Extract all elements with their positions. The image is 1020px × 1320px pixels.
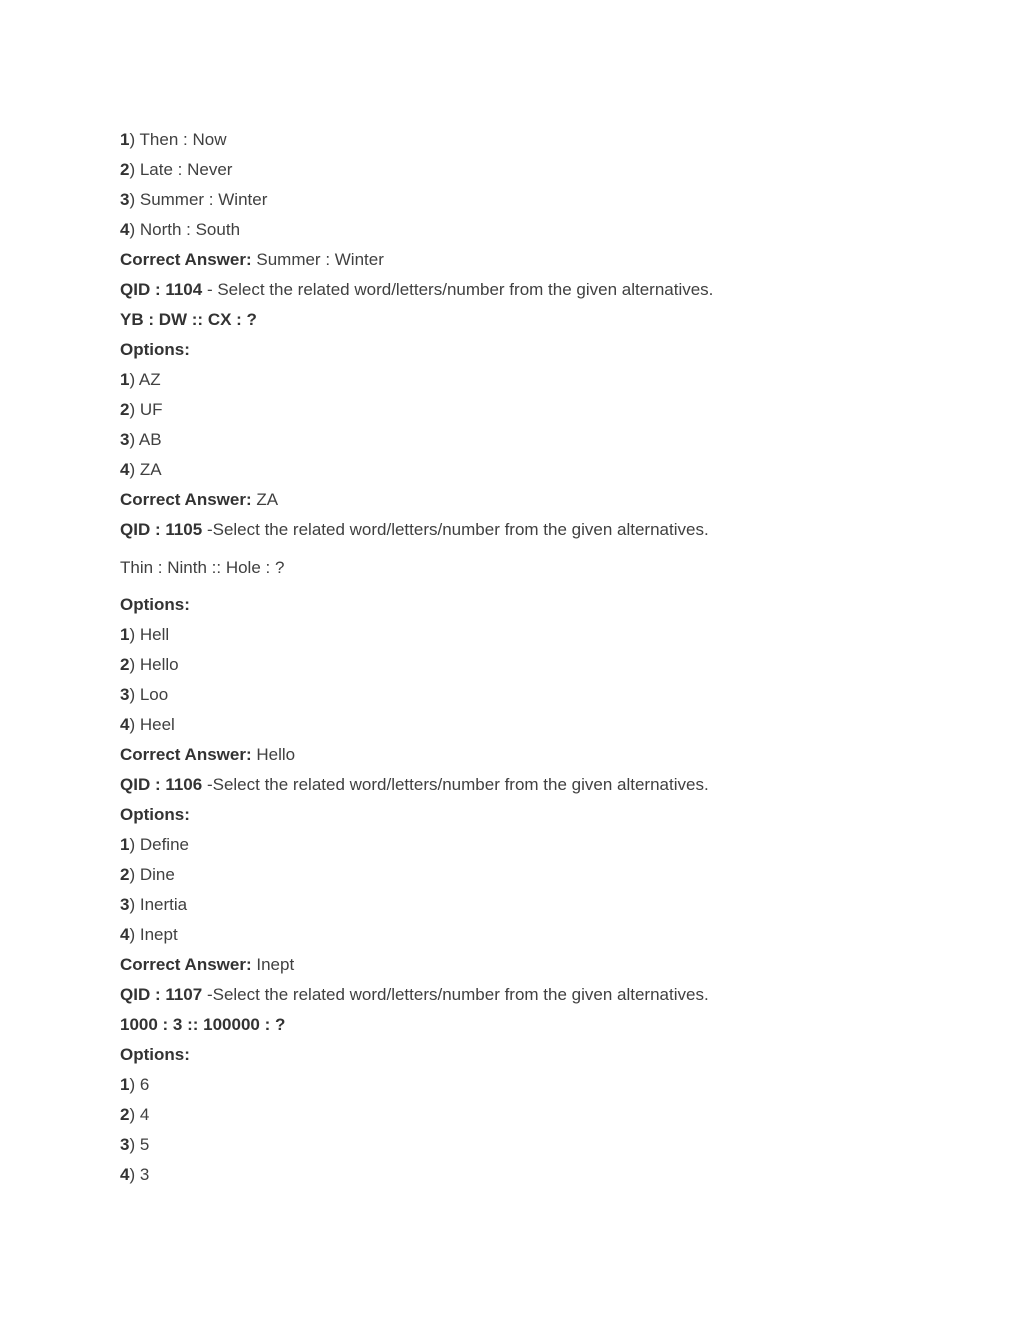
correct-answer: Correct Answer: Summer : Winter	[120, 250, 384, 269]
option-3: 3) Summer : Winter	[120, 190, 268, 209]
question-header: QID : 1105 -Select the related word/letters/number from the given alternatives.	[120, 520, 709, 539]
option-4: 4) Heel	[120, 715, 175, 734]
options-label: Options:	[120, 340, 190, 359]
question-stem: Thin : Ninth :: Hole : ?	[120, 558, 285, 577]
option-2: 2) Dine	[120, 865, 175, 884]
document-page	[120, 127, 940, 1192]
options-label: Options:	[120, 595, 190, 614]
options-label: Options:	[120, 1045, 190, 1064]
option-2: 2) UF	[120, 400, 163, 419]
option-4: 4) 3	[120, 1165, 150, 1184]
question-stem: 1000 : 3 :: 100000 : ?	[120, 1015, 286, 1034]
option-2: 2) Hello	[120, 655, 179, 674]
option-3: 3) 5	[120, 1135, 150, 1154]
option-4: 4) North : South	[120, 220, 241, 239]
question-header: QID : 1107 -Select the related word/letters/number from the given alternatives.	[120, 985, 709, 1004]
option-1: 1) 6	[120, 1075, 150, 1094]
question-header: QID : 1106 -Select the related word/letters/number from the given alternatives.	[120, 775, 709, 794]
option-2: 2) Late : Never	[120, 160, 233, 179]
option-1: 1) Define	[120, 835, 189, 854]
option-3: 3) Inertia	[120, 895, 188, 914]
option-2: 2) 4	[120, 1105, 150, 1124]
question-header: QID : 1104 - Select the related word/letters/number from the given alternatives.	[120, 280, 714, 299]
option-1: 1) Then : Now	[120, 130, 227, 149]
option-3: 3) Loo	[120, 685, 169, 704]
options-label: Options:	[120, 805, 190, 824]
option-1: 1) Hell	[120, 625, 170, 644]
option-4: 4) Inept	[120, 925, 178, 944]
option-3: 3) AB	[120, 430, 162, 449]
question-stem: YB : DW :: CX : ?	[120, 310, 257, 329]
correct-answer: Correct Answer: Hello	[120, 745, 296, 764]
option-4: 4) ZA	[120, 460, 162, 479]
correct-answer: Correct Answer: Inept	[120, 955, 295, 974]
option-1: 1) AZ	[120, 370, 161, 389]
correct-answer: Correct Answer: ZA	[120, 490, 279, 509]
